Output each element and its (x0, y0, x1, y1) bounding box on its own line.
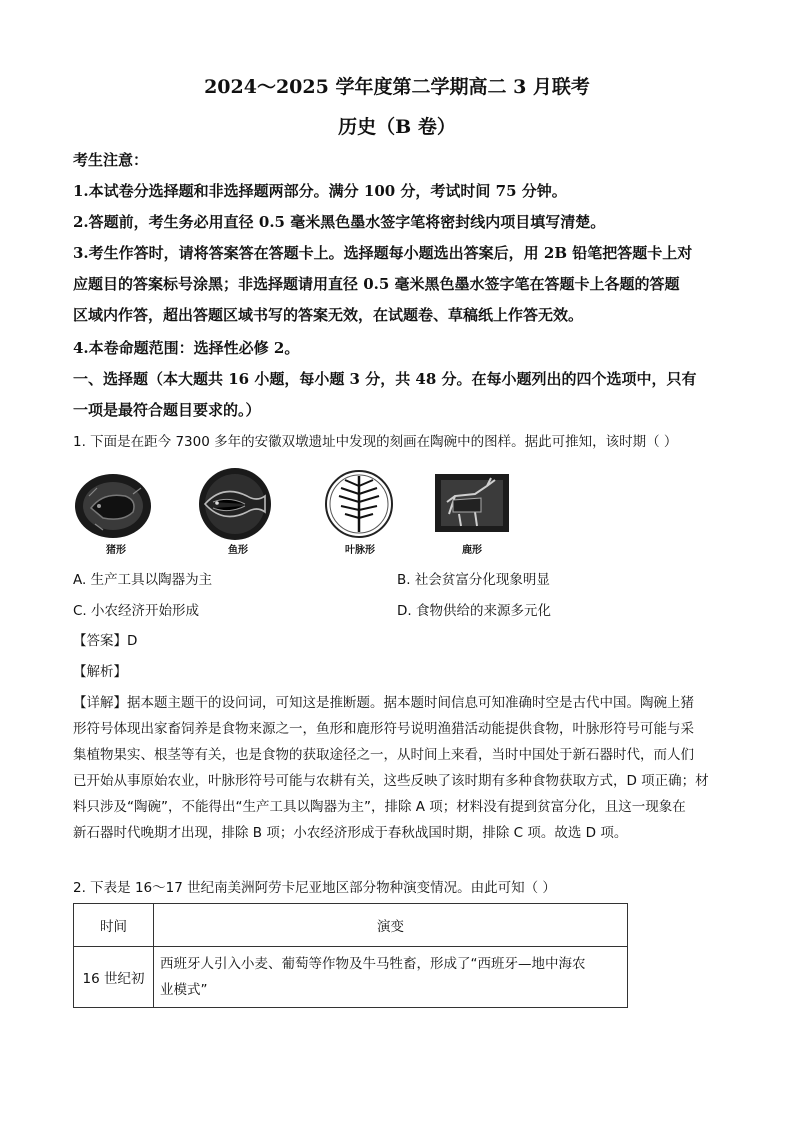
q1-detail-line: 已开始从事原始农业，叶脉形符号可能与农耕有关，这些反映了该时期有多种食物获取方式，D 项正确；材 (73, 773, 709, 789)
notice-item-3-cont2: 区域内作答，超出答题区域书写的答案无效，在试题卷、草稿纸上作答无效。 (73, 306, 584, 324)
table-cell-evolution (154, 947, 628, 1008)
q1-image-pig (73, 466, 159, 556)
table-header-time: 时间 (74, 904, 154, 947)
table-header-row (74, 904, 628, 947)
table-cell-time: 16 世纪初 (74, 947, 154, 1008)
q1-option-d[interactable]: D. 食物供给的来源多元化 (397, 603, 551, 619)
notice-item-1: 1.本试卷分选择题和非选择题两部分。满分 100 分，考试时间 75 分钟。 (73, 182, 567, 200)
q1-caption-deer: 鹿形 (462, 545, 482, 556)
table-header-evolution: 演变 (154, 904, 628, 947)
notice-item-4: 4.本卷命题范围：选择性必修 2。 (73, 339, 300, 357)
q1-caption-pig: 猪形 (106, 545, 126, 556)
q1-detail (73, 690, 723, 846)
q1-detail-line: 集植物果实、根茎等有关，也是食物的获取途径之一，从时间上来看，当时中国处于新石器时代，而人们 (73, 747, 694, 763)
section-heading-cont: 一项是最符合题目要求的。） (73, 401, 261, 419)
q1-detail-line: 形符号体现出家畜饲养是食物来源之一，鱼形和鹿形符号说明渔猎活动能提供食物，叶脉形符号可能与采 (73, 721, 694, 737)
notice-item-2: 2.答题前，考生务必用直径 0.5 毫米黑色墨水签字笔将密封线内项目填写清楚。 (73, 213, 606, 231)
q1-stem: 1. 下面是在距今 7300 多年的安徽双墩遗址中发现的刻画在陶碗中的图样。据此可推知，该时期（ ） (73, 434, 678, 450)
q1-detail-line: 新石器时代晚期才出现，排除 B 项；小农经济形成于春秋战国时期，排除 C 项。故选 D 项。 (73, 825, 628, 841)
q1-option-a[interactable]: A. 生产工具以陶器为主 (73, 572, 213, 588)
deer-pattern-icon (429, 466, 515, 540)
q1-option-b[interactable]: B. 社会贫富分化现象明显 (397, 572, 550, 588)
q1-image-row (73, 466, 533, 556)
q1-answer: 【答案】D (73, 633, 138, 649)
section-heading: 一、选择题（本大题共 16 小题，每小题 3 分，共 48 分。在每小题列出的四个选项中，只有 (73, 370, 697, 388)
table-cell-evolution-line: 西班牙人引入小麦、葡萄等作物及牛马牲畜，形成了“西班牙—地中海农 (160, 956, 586, 972)
q1-analysis-label: 【解析】 (73, 664, 127, 680)
q1-caption-leaf: 叶脉形 (345, 545, 375, 556)
q1-detail-line: 【详解】据本题主题干的设问词，可知这是推断题。据本题时间信息可知准确时空是古代中国。陶碗上猪 (73, 695, 694, 711)
exam-title: 2024～2025 学年度第二学期高二 3 月联考 (204, 76, 590, 98)
q1-option-c[interactable]: C. 小农经济开始形成 (73, 603, 200, 619)
q1-image-leaf (317, 466, 403, 556)
fish-pattern-icon (195, 466, 281, 540)
q1-image-deer (429, 466, 515, 556)
notice-heading: 考生注意： (73, 151, 149, 169)
q2-stem: 2. 下表是 16～17 世纪南美洲阿劳卡尼亚地区部分物种演变情况。由此可知（ ） (73, 880, 556, 896)
pig-pattern-icon (73, 466, 159, 540)
q1-caption-fish: 鱼形 (228, 545, 248, 556)
leaf-vein-pattern-icon (317, 466, 403, 540)
table-cell-evolution-line: 业模式” (160, 982, 208, 998)
q1-image-fish (195, 466, 281, 556)
table-row (74, 947, 628, 1008)
notice-item-3: 3.考生作答时，请将答案答在答题卡上。选择题每小题选出答案后，用 2B 铅笔把答题卡上对 (73, 244, 693, 262)
notice-item-3-cont1: 应题目的答案标号涂黑；非选择题请用直径 0.5 毫米黑色墨水签字笔在答题卡上各题的答题 (73, 275, 680, 293)
q1-detail-line: 料只涉及“陶碗”，不能得出“生产工具以陶器为主”，排除 A 项；材料没有提到贫富分化，且这一现象在 (73, 799, 686, 815)
q2-table (73, 903, 628, 1008)
exam-subtitle: 历史（B 卷） (338, 116, 456, 138)
